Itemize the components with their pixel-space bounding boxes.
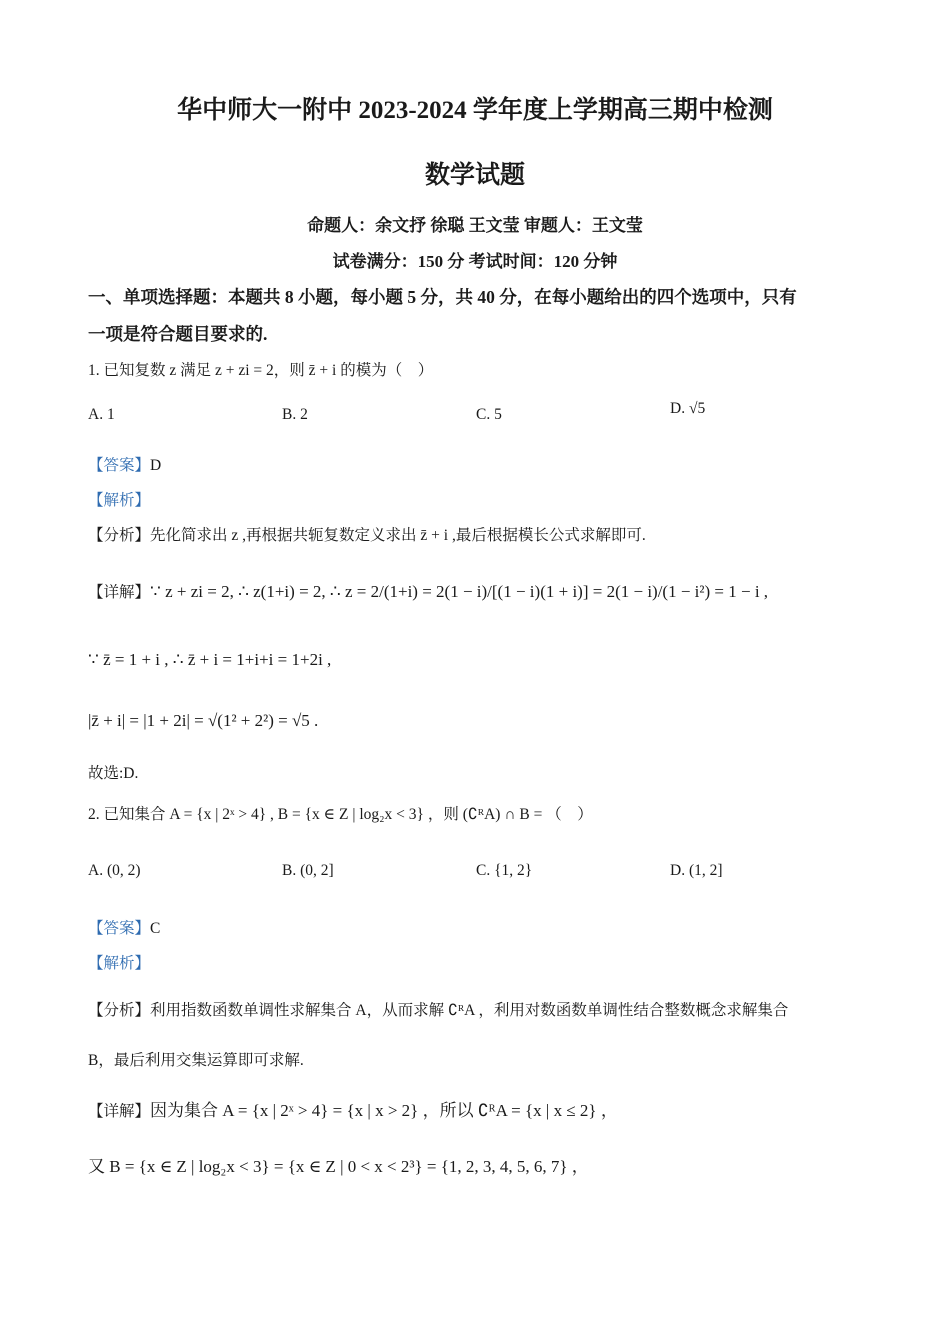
q1-detail-line1 [88,580,768,602]
q1-detail1: ∵ z + zi = 2, ∴ z(1+i) = 2, ∴ z = 2/(1+i) = 2(1 − i)/[(1 − i)(1 + i)] = 2(1 − i)/(1 − i²) = 1 − i , [150,582,769,601]
q1-answer-line [88,453,161,475]
q2-detail-line2: 又 B = {x ∈ Z | log₂x < 3} = {x ∈ Z | 0 < x < 2³} = {1, 2, 3, 4, 5, 6, 7} ， [88,1157,589,1176]
q1-detail-line3: |z̄ + i| = |1 + 2i| = √(1² + 2²) = √5 . [88,711,319,730]
q1-analysis-tag: 【解析】 [88,492,151,509]
q2-option-b: B. (0, 2] [282,862,334,879]
q2-stem: 2. 已知集合 A = {x | 2ˣ > 4} , B = {x ∈ Z | log₂x < 3} ，则 (∁ᴿA) ∩ B = （ ） [88,806,593,823]
q2-option-a: A. (0, 2) [88,862,141,879]
q2-answer: C [150,920,161,937]
page-title: 华中师大一附中 2023-2024 学年度上学期高三期中检测 [177,97,773,124]
q1-option-a: A. 1 [88,406,115,423]
q2-detail1: 因为集合 A = {x | 2ˣ > 4} = {x | x > 2} ，所以 ∁ᴿA = {x | x ≤ 2} ， [150,1101,618,1120]
q2-answer-line [88,916,160,938]
q1-detail-tag: 【详解】 [88,584,151,601]
q1-fenxi: 先化简求出 z ,再根据共轭复数定义求出 z̄ + i ,最后根据模长公式求解即可. [150,527,646,544]
q2-option-d: D. (1, 2] [670,862,723,879]
q1-fenxi-line [88,523,646,545]
page-subtitle: 数学试题 [424,162,525,189]
q2-fenxi-tag: 【分析】 [88,1002,151,1019]
q2-fenxi1: 利用指数函数单调性求解集合 A，从而求解 ∁ᴿA ，利用对数函数单调性结合整数概念求解集合 [150,1002,789,1019]
q1-answer: D [150,457,162,474]
exam-authors: 命题人：余文抒 徐聪 王文莹 审题人：王文莹 [307,216,643,235]
q1-conclusion: 故选:D. [88,765,139,782]
q1-detail-line2: ∵ z̄ = 1 + i , ∴ z̄ + i = 1+i+i = 1+2i , [88,650,332,669]
q2-detail-line1 [88,1096,618,1121]
q1-fenxi-tag: 【分析】 [88,527,151,544]
q2-answer-tag: 【答案】 [88,920,151,937]
q2-fenxi-line1 [88,998,788,1020]
q2-detail-tag: 【详解】 [88,1103,151,1120]
q2-fenxi-line2: B，最后利用交集运算即可求解. [88,1052,304,1069]
q2-option-c: C. {1, 2} [476,862,533,879]
section-heading-line1: 一、单项选择题：本题共 8 小题，每小题 5 分，共 40 分，在每小题给出的四个选项中，只有 [88,287,797,307]
section-heading-line2: 一项是符合题目要求的. [88,324,268,344]
q1-answer-tag: 【答案】 [88,457,151,474]
q1-option-b: B. 2 [282,406,308,423]
q2-analysis-tag: 【解析】 [88,955,151,972]
q1-option-c: C. 5 [476,406,502,423]
exam-info: 试卷满分：150 分 考试时间：120 分钟 [332,252,618,271]
q1-stem: 1. 已知复数 z 满足 z + zi = 2，则 z̄ + i 的模为（ ） [88,362,434,379]
q1-option-d: D. √5 [670,400,706,417]
